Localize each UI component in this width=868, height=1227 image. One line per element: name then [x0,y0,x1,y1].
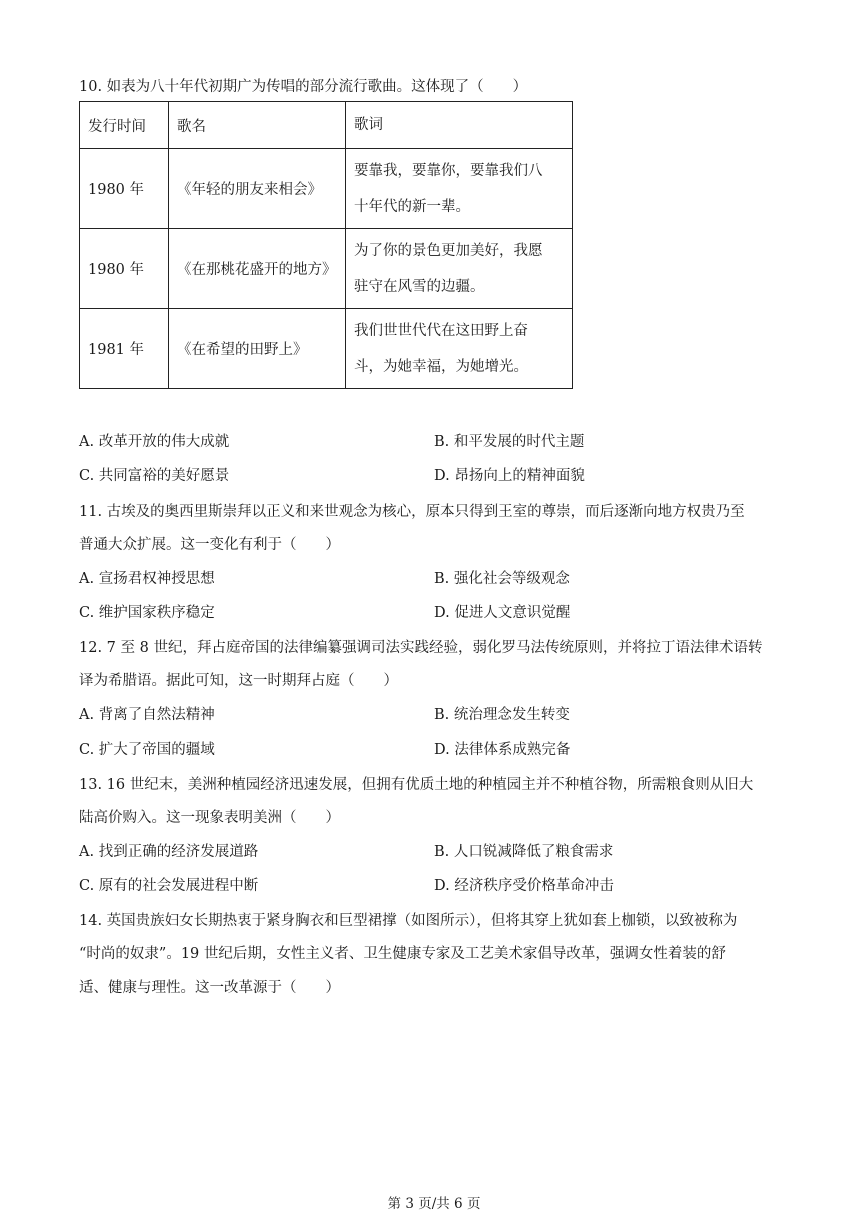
table-row [80,309,573,389]
q13-option-b[interactable]: B. 人口锐减降低了粮食需求 [434,844,614,860]
cell-lyric [346,229,573,309]
cell-lyric [346,149,573,229]
header-time: 发行时间 [80,102,169,149]
lyric-line: 十年代的新一辈。 [354,198,470,215]
table-row [80,149,573,229]
cell-time: 1980 年 [80,149,169,229]
q12-option-d[interactable]: D. 法律体系成熟完备 [434,742,571,758]
cell-song: 《年轻的朋友来相会》 [169,149,346,229]
q10-option-c[interactable]: C. 共同富裕的美好愿景 [79,468,230,484]
cell-song: 《在希望的田野上》 [169,309,346,389]
cell-time: 1981 年 [80,309,169,389]
q10-option-d[interactable]: D. 昂扬向上的精神面貌 [434,468,585,484]
header-song: 歌名 [169,102,346,149]
table-row [80,229,573,309]
q13-option-c[interactable]: C. 原有的社会发展进程中断 [79,878,259,894]
lyric-line: 驻守在风雪的边疆。 [354,278,485,295]
q14-stem-line2: “时尚的奴隶”。19 世纪后期，女性主义者、卫生健康专家及工艺美术家倡导改革，强调女性着装的舒 [79,946,726,962]
q11-option-b[interactable]: B. 强化社会等级观念 [434,571,570,587]
page-footer: 第 3 页/共 6 页 [387,1196,481,1212]
lyric-line: 要靠我，要靠你，要靠我们八 [354,162,543,179]
q13-option-a[interactable]: A. 找到正确的经济发展道路 [79,844,259,860]
q10-option-a[interactable]: A. 改革开放的伟大成就 [79,434,230,450]
cell-song: 《在那桃花盛开的地方》 [169,229,346,309]
q12-stem-line2: 译为希腊语。据此可知，这一时期拜占庭（ ） [79,673,398,689]
table-header-row [80,102,573,149]
q10-option-b[interactable]: B. 和平发展的时代主题 [434,434,585,450]
q11-option-a[interactable]: A. 宣扬君权神授思想 [79,571,215,587]
lyric-line: 为了你的景色更加美好，我愿 [354,242,543,259]
cell-time: 1980 年 [80,229,169,309]
q12-option-a[interactable]: A. 背离了自然法精神 [79,707,215,723]
q11-stem-line2: 普通大众扩展。这一变化有利于（ ） [79,537,340,553]
q12-option-b[interactable]: B. 统治理念发生转变 [434,707,570,723]
q11-option-c[interactable]: C. 维护国家秩序稳定 [79,605,215,621]
q12-option-c[interactable]: C. 扩大了帝国的疆域 [79,742,215,758]
q13-stem-line2: 陆高价购入。这一现象表明美洲（ ） [79,810,340,826]
q10-stem: 10. 如表为八十年代初期广为传唱的部分流行歌曲。这体现了（ ） [79,79,528,95]
q13-option-d[interactable]: D. 经济秩序受价格革命冲击 [434,878,614,894]
q11-option-d[interactable]: D. 促进人文意识觉醒 [434,605,571,621]
q14-stem-line3: 适、健康与理性。这一改革源于（ ） [79,980,340,996]
lyric-line: 斗，为她幸福，为她增光。 [354,358,528,375]
lyric-line: 我们世世代代在这田野上奋 [354,322,528,339]
songs-table [79,101,573,389]
q13-stem-line1: 13. 16 世纪末，美洲种植园经济迅速发展，但拥有优质土地的种植园主并不种植谷物，所需粮食则从旧大 [79,777,754,793]
q14-stem-line1: 14. 英国贵族妇女长期热衷于紧身胸衣和巨型裙撑（如图所示），但将其穿上犹如套上枷锁，以致被称为 [79,913,738,929]
q12-stem-line1: 12. 7 至 8 世纪，拜占庭帝国的法律编纂强调司法实践经验，弱化罗马法传统原则，并将拉丁语法律术语转 [79,640,763,656]
cell-lyric [346,309,573,389]
q11-stem-line1: 11. 古埃及的奥西里斯崇拜以正义和来世观念为核心，原本只得到王室的尊崇，而后逐渐向地方权贵乃至 [79,504,745,520]
header-lyric: 歌词 [346,102,573,149]
